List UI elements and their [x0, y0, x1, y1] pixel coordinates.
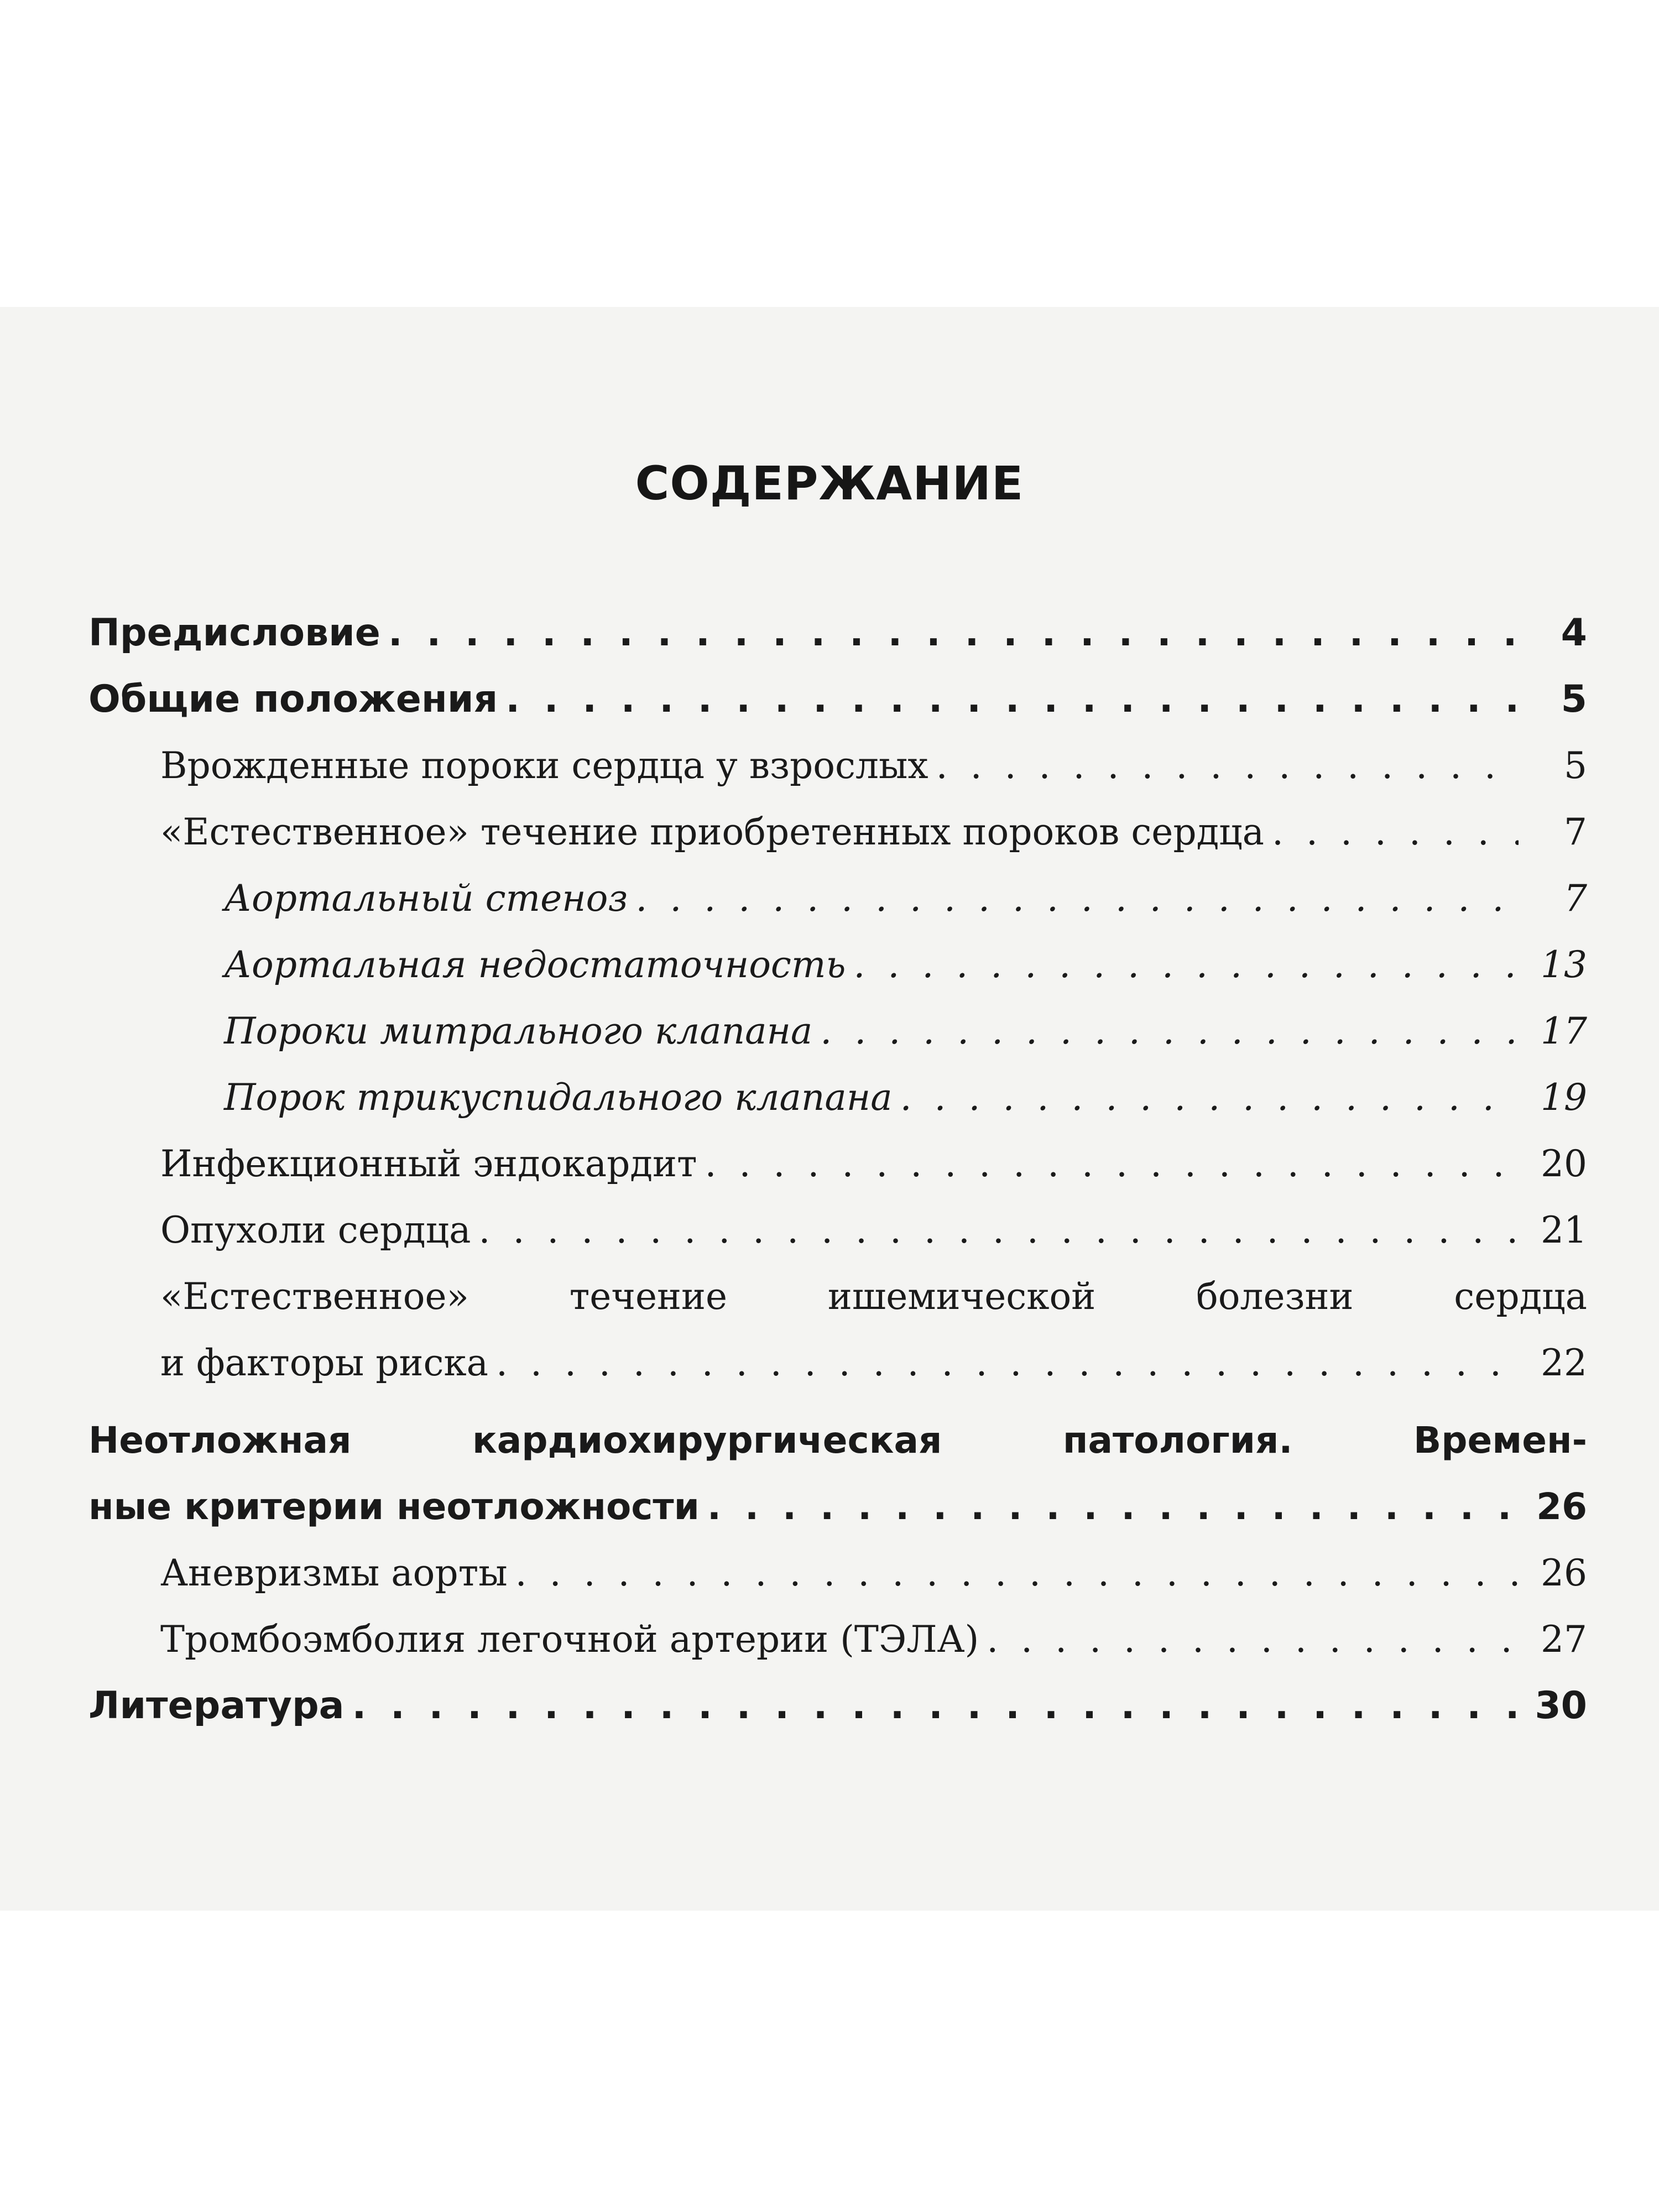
toc-entry-line2	[160, 1330, 1587, 1396]
leader-dots	[496, 1330, 1519, 1396]
toc-page-number: 5	[1564, 744, 1587, 787]
toc-entry-aneurysms[interactable]	[88, 1540, 1587, 1606]
leader-dots	[936, 733, 1519, 799]
toc-entry-text: Предисловие	[88, 611, 380, 655]
leader-dots	[505, 666, 1519, 733]
toc-entry-text: Общие положения	[88, 677, 498, 721]
toc-page-number: 30	[1535, 1684, 1587, 1728]
toc-entry-text: Порок трикуспидального клапана	[224, 1076, 893, 1119]
toc-entry-text: Литература	[88, 1684, 345, 1728]
toc-entry-acquired[interactable]	[88, 799, 1587, 865]
spacer	[88, 1396, 1587, 1407]
toc-entry-text-line1: «Естественное» течение ишемической болезни сердца	[160, 1275, 1587, 1318]
toc-page-number: 5	[1561, 677, 1587, 721]
toc-entry-mitral[interactable]	[88, 998, 1587, 1065]
leader-dots	[478, 1197, 1519, 1264]
toc-entry-congenital[interactable]	[88, 733, 1587, 799]
toc-page-number: 21	[1541, 1209, 1587, 1251]
toc-page-number: 17	[1541, 1010, 1587, 1052]
leader-dots	[705, 1131, 1519, 1197]
toc-entry-aortic-insufficiency[interactable]	[88, 932, 1587, 998]
toc-entry-general[interactable]	[88, 666, 1587, 733]
toc-entry-text-line2: и факторы риска	[160, 1342, 489, 1384]
toc-entry-text: Тромбоэмболия легочной артерии (ТЭЛА)	[160, 1618, 979, 1661]
toc-entry-text: Инфекционный эндокардит	[160, 1142, 697, 1185]
toc-entry-tumors[interactable]	[88, 1197, 1587, 1264]
toc-page-number: 13	[1541, 943, 1587, 986]
toc-page-number: 26	[1536, 1485, 1587, 1528]
leader-dots	[1272, 799, 1519, 865]
toc-entry-ischemic[interactable]	[88, 1264, 1587, 1396]
toc-entry-literature[interactable]	[88, 1673, 1587, 1739]
leader-dots	[515, 1540, 1519, 1606]
toc-entry-preface[interactable]	[88, 600, 1587, 666]
page-title: СОДЕРЖАНИЕ	[635, 456, 1024, 510]
table-of-contents	[88, 600, 1587, 1739]
toc-entry-text-line1: Неотложная кардиохирургическая патология. Времен-	[88, 1419, 1587, 1462]
toc-entry-line2	[88, 1474, 1587, 1540]
toc-entry-pe[interactable]	[88, 1606, 1587, 1673]
toc-entry-text: Аортальная недостаточность	[224, 943, 846, 986]
toc-page-number: 7	[1564, 811, 1587, 853]
leader-dots	[635, 865, 1519, 932]
toc-page-number: 7	[1564, 877, 1587, 920]
toc-entry-emergency[interactable]	[88, 1407, 1587, 1540]
leader-dots	[853, 932, 1519, 998]
toc-page-number: 27	[1541, 1618, 1587, 1661]
toc-entry-tricuspid[interactable]	[88, 1065, 1587, 1131]
toc-entry-text: Врожденные пороки сердца у взрослых	[160, 744, 928, 787]
toc-entry-text: Аортальный стеноз	[224, 877, 628, 920]
leader-dots	[820, 998, 1519, 1065]
toc-page-number: 4	[1561, 611, 1587, 655]
toc-page-number: 22	[1541, 1342, 1587, 1384]
toc-entry-text: Аневризмы аорты	[160, 1552, 508, 1594]
toc-entry-text-line2: ные критерии неотложности	[88, 1485, 700, 1528]
toc-page-number: 26	[1541, 1552, 1587, 1594]
toc-entry-aortic-stenosis[interactable]	[88, 865, 1587, 932]
toc-page-number: 19	[1541, 1076, 1587, 1119]
toc-page-number: 20	[1541, 1142, 1587, 1185]
leader-dots	[388, 600, 1519, 666]
leader-dots	[987, 1606, 1519, 1673]
toc-entry-text: Опухоли сердца	[160, 1209, 471, 1251]
leader-dots	[352, 1673, 1519, 1739]
toc-entry-text: «Естественное» течение приобретенных пороков сердца	[160, 811, 1265, 853]
toc-entry-text: Пороки митрального клапана	[224, 1010, 813, 1052]
leader-dots	[707, 1474, 1519, 1540]
toc-entry-endocarditis[interactable]	[88, 1131, 1587, 1197]
leader-dots	[900, 1065, 1519, 1131]
